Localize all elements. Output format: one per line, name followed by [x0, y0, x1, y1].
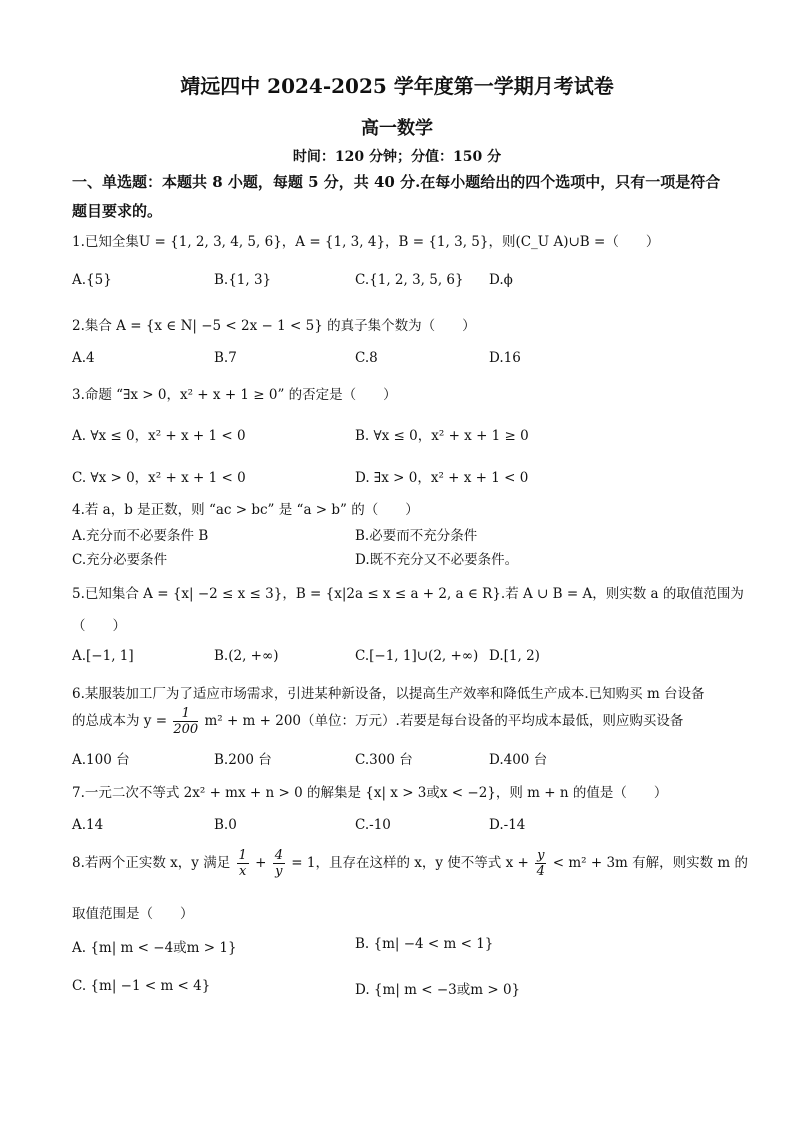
q8-plus: + — [255, 855, 267, 871]
q8-fraction-1-num: 1 — [238, 848, 247, 863]
q6-cost-prefix: 的总成本为 y = — [72, 713, 168, 729]
q6-cost-suffix: m² + m + 200（单位：万元）.若要是每台设备的平均成本最低，则应购买设备 — [204, 713, 684, 729]
q6-option-d: D.400 台 — [489, 752, 548, 768]
q3-option-d: D. ∃x > 0，x² + x + 1 < 0 — [355, 470, 529, 486]
q8-option-a: A. {m| m < −4或m > 1} — [72, 940, 237, 956]
question-5-stem-continued: （ ） — [72, 618, 126, 634]
q1-option-b: B.{1, 3} — [214, 272, 272, 288]
q8-fraction-2-num: 4 — [274, 848, 283, 863]
question-4-stem: 4.若 a，b 是正数，则 “ac > bc” 是 “a > b” 的（ ） — [72, 502, 419, 518]
q2-option-a: A.4 — [72, 350, 95, 366]
q7-option-b: B.0 — [214, 817, 237, 833]
question-8-stem-continued: 取值范围是（ ） — [72, 906, 194, 922]
q8-fraction-3-num: y — [537, 848, 545, 863]
q6-fraction-numerator: 1 — [173, 706, 198, 722]
q6-fraction — [173, 706, 198, 737]
q3-option-a: A. ∀x ≤ 0，x² + x + 1 < 0 — [72, 428, 246, 444]
q5-option-d: D.[1, 2) — [489, 648, 540, 664]
q7-option-a: A.14 — [72, 817, 104, 833]
q6-option-a: A.100 台 — [72, 752, 130, 768]
q7-option-c: C.-10 — [355, 817, 391, 833]
q6-option-c: C.300 台 — [355, 752, 413, 768]
q5-option-c: C.[−1, 1]∪(2, +∞) — [355, 648, 479, 664]
section-heading: 一、单选题：本题共 8 小题，每题 5 分，共 40 分.在每小题给出的四个选项中，只有一项是符合题目要求的。 — [72, 173, 721, 220]
q1-option-c: C.{1, 2, 3, 5, 6} — [355, 272, 464, 288]
exam-title: 靖远四中 2024-2025 学年度第一学期月考试卷 — [180, 74, 614, 98]
question-1-stem: 1.已知全集U = {1, 2, 3, 4, 5, 6}，A = {1, 3, 4}，B = {1, 3, 5}，则(C_U A)∪B =（ ） — [72, 234, 660, 250]
q6-option-b: B.200 台 — [214, 752, 272, 768]
question-5-stem: 5.已知集合 A = {x| −2 ≤ x ≤ 3}，B = {x|2a ≤ x ≤ a + 2, a ∈ R}.若 A ∪ B = A，则实数 a 的取值范围为 — [72, 586, 744, 602]
q4-option-d: D.既不充分又不必要条件。 — [355, 552, 519, 568]
question-6-stem-continued — [72, 706, 683, 737]
q2-option-b: B.7 — [214, 350, 237, 366]
question-8-stem — [72, 848, 748, 879]
question-7-stem: 7.一元二次不等式 2x² + mx + n > 0 的解集是 {x| x > 3或x < −2}，则 m + n 的值是（ ） — [72, 785, 668, 801]
exam-subject: 高一数学 — [361, 118, 433, 139]
q8-option-d: D. {m| m < −3或m > 0} — [355, 982, 521, 998]
q1-option-d: D.ϕ — [489, 272, 513, 288]
q4-option-b: B.必要而不充分条件 — [355, 528, 478, 544]
q8-fraction-2 — [273, 848, 285, 879]
q8-option-b: B. {m| −4 < m < 1} — [355, 936, 494, 952]
q7-option-d: D.-14 — [489, 817, 526, 833]
q3-option-c: C. ∀x > 0，x² + x + 1 < 0 — [72, 470, 246, 486]
q2-option-d: D.16 — [489, 350, 521, 366]
q8-fraction-1 — [237, 848, 249, 879]
q3-option-b: B. ∀x ≤ 0，x² + x + 1 ≥ 0 — [355, 428, 529, 444]
q8-option-c: C. {m| −1 < m < 4} — [72, 978, 211, 994]
q8-fraction-1-den: x — [238, 864, 247, 879]
q6-fraction-denominator: 200 — [173, 722, 199, 737]
q8-stem-suffix: < m² + 3m 有解，则实数 m 的 — [552, 855, 749, 871]
q4-option-a: A.充分而不必要条件 B — [72, 528, 209, 544]
q4-option-c: C.充分必要条件 — [72, 552, 168, 568]
q8-fraction-3 — [535, 848, 546, 879]
question-6-stem: 6.某服装加工厂为了适应市场需求，引进某种新设备，以提高生产效率和降低生产成本.已知购买 m 台设备 — [72, 686, 705, 702]
exam-info: 时间：120 分钟；分值：150 分 — [292, 149, 502, 165]
question-2-stem: 2.集合 A = {x ∈ N| −5 < 2x − 1 < 5} 的真子集个数为（ ） — [72, 318, 476, 334]
q8-stem-middle: = 1，且存在这样的 x，y 使不等式 x + — [291, 855, 529, 871]
q2-option-c: C.8 — [355, 350, 378, 366]
q1-option-a: A.{5} — [72, 272, 112, 288]
q8-fraction-3-den: 4 — [536, 864, 545, 879]
question-3-stem: 3.命题 “∃x > 0，x² + x + 1 ≥ 0” 的否定是（ ） — [72, 387, 397, 403]
q8-stem-prefix: 8.若两个正实数 x，y 满足 — [72, 855, 231, 871]
q5-option-a: A.[−1, 1] — [72, 648, 134, 664]
q8-fraction-2-den: y — [275, 864, 283, 879]
q5-option-b: B.(2, +∞) — [214, 648, 279, 664]
